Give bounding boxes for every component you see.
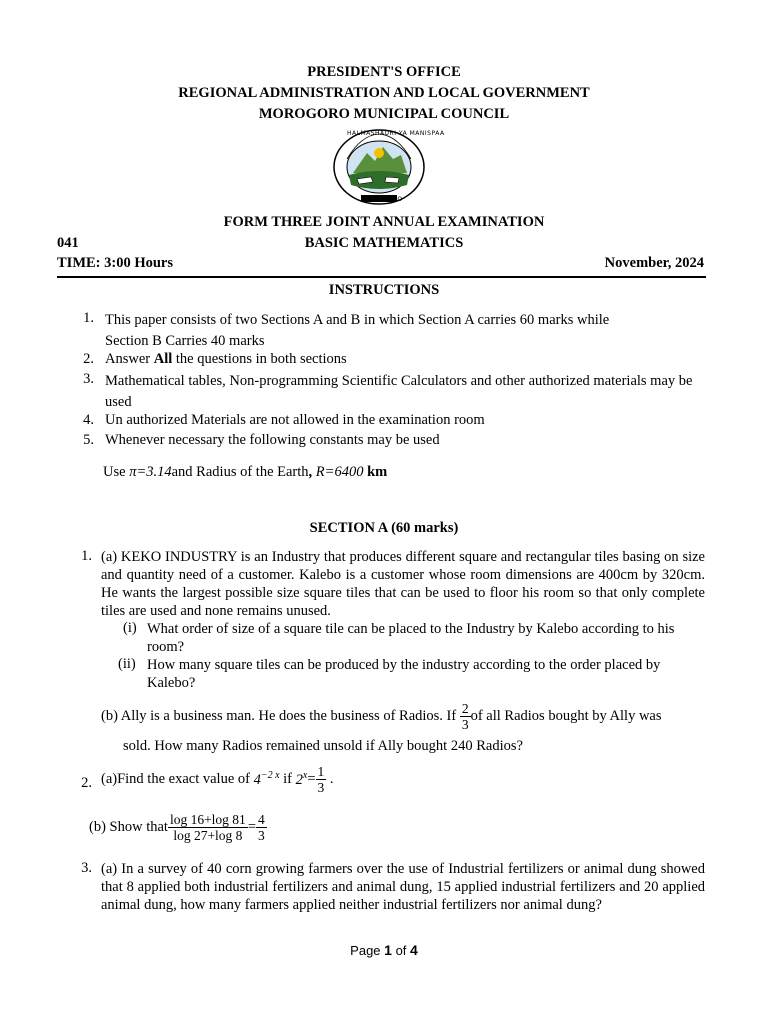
- equals-sign: =: [307, 771, 316, 787]
- instruction-text: [105, 351, 665, 368]
- fraction-denominator: log 27+log 8: [173, 828, 243, 843]
- question-2a-if: if: [279, 771, 296, 787]
- instruction-number: 4.: [83, 412, 94, 428]
- header-line-2: REGIONAL ADMINISTRATION AND LOCAL GOVERNMENT: [178, 85, 590, 101]
- instruction-number: 1.: [83, 310, 94, 326]
- exam-title: FORM THREE JOINT ANNUAL EXAMINATION: [223, 214, 545, 230]
- power-base: 4: [253, 771, 261, 788]
- power-base: 2: [295, 771, 303, 788]
- question-1b-text-pre: (b) Ally is a business man. He does the business of Radios. If: [101, 708, 460, 724]
- question-1b-text-post: of all Radios bought by Ally was: [470, 708, 662, 724]
- total-page-count: 4: [410, 942, 418, 958]
- question-2b-line: [89, 812, 267, 843]
- sub-question-number: (ii): [118, 656, 136, 672]
- subject-title: BASIC MATHEMATICS: [304, 235, 464, 251]
- instructions-heading: INSTRUCTIONS: [328, 282, 440, 298]
- instruction-bold-word: All: [153, 351, 173, 367]
- current-page-number: 1: [384, 942, 392, 958]
- instruction-text: Un authorized Materials are not allowed in the examination room: [105, 412, 485, 428]
- equals-sign: =: [247, 819, 256, 835]
- header-line-3: MOROGORO MUNICIPAL COUNCIL: [258, 106, 510, 122]
- header-divider: [57, 276, 706, 278]
- page-footer: [0, 942, 768, 958]
- power-exponent: x: [302, 770, 308, 782]
- exam-date: November, 2024: [604, 255, 704, 271]
- pi-value: π=3.14: [129, 464, 172, 480]
- header-line-1: PRESIDENT'S OFFICE: [307, 64, 461, 80]
- fraction-denominator: 3: [258, 828, 265, 843]
- fraction-denominator: 3: [317, 780, 325, 795]
- exam-time: TIME: 3:00 Hours: [57, 255, 173, 271]
- fraction-one-third: [316, 764, 327, 795]
- earth-radius-value: R=6400: [315, 464, 364, 480]
- power-exponent: −2 x: [260, 770, 280, 782]
- question-2a-line: [101, 764, 334, 795]
- instruction-text-pre: Answer: [105, 351, 154, 367]
- fraction-numerator: log 16+log 81: [169, 812, 246, 827]
- footer-page-word: Page: [350, 943, 385, 958]
- expression-two-power: [296, 772, 308, 788]
- fraction-denominator: 3: [461, 717, 469, 732]
- question-number: 3.: [81, 860, 92, 876]
- log-fraction: [168, 812, 248, 843]
- expression-four-power: [254, 772, 280, 788]
- fraction-four-thirds: [256, 812, 267, 843]
- question-number: 1.: [81, 548, 92, 564]
- question-3a-text: (a) In a survey of 40 corn growing farmers over the use of Industrial fertilizers or animal dung showed that 8 applied both industrial fertilizers and animal dung, 15 applied industrial fertilizers and 20 applied animal dung, how many farmers applied neither industrial fertilizers nor animal dung?: [101, 861, 705, 913]
- logo-top-text: HALMASHAURI YA MANISPAA: [347, 130, 445, 137]
- question-2a-text: (a)Find the exact value of: [101, 771, 254, 787]
- instruction-number: 2.: [83, 351, 94, 367]
- section-a-heading: SECTION A (60 marks): [309, 520, 459, 536]
- instruction-text: Whenever necessary the following constants may be used: [105, 432, 440, 448]
- constants-line: [103, 464, 387, 481]
- logo-bottom-text: MOROGORO: [365, 196, 403, 203]
- instruction-number: 3.: [83, 371, 94, 387]
- fraction-numerator: 2: [461, 701, 469, 716]
- instruction-number: 5.: [83, 432, 94, 448]
- question-1a-ii-text: [147, 656, 692, 692]
- question-1a-text: (a) KEKO INDUSTRY is an Industry that produces different square and rectangular tiles basing on size and quantity need of a customer. Kalebo is a customer whose room dimensions are 400cm by 320cm. He wants the largest possible size square tiles that can be used to floor his room so that only complete tiles are used and none remains unused.: [101, 549, 705, 619]
- instruction-text: This paper consists of two Sections A and B in which Section A carries 60 marks while Section B Carries 40 marks: [105, 312, 610, 349]
- constants-middle: and Radius of the Earth: [171, 464, 309, 480]
- radius-unit: km: [363, 464, 388, 480]
- question-2b-text: (b) Show that: [89, 819, 168, 835]
- sub-question-text: What order of size of a square tile can be placed to the Industry by Kalebo according to his room?: [147, 621, 675, 655]
- fraction-numerator: 4: [258, 812, 265, 827]
- constants-use: Use: [103, 464, 130, 480]
- instruction-text-post: the questions in both sections: [172, 351, 347, 367]
- fraction-two-thirds: [460, 701, 471, 732]
- constants-comma: ,: [308, 464, 316, 480]
- sub-question-text: How many square tiles can be produced by the industry according to the order placed by Kalebo?: [147, 657, 661, 691]
- sub-question-number: (i): [123, 620, 137, 636]
- question-number: 2.: [81, 775, 92, 791]
- footer-of-word: of: [391, 943, 411, 958]
- question-1b-line-2: sold. How many Radios remained unsold if Ally bought 240 Radios?: [123, 738, 523, 754]
- question-2a-end: .: [326, 771, 334, 787]
- paper-code: 041: [57, 235, 79, 251]
- fraction-numerator: 1: [317, 764, 325, 779]
- question-1b-line-1: [101, 701, 662, 732]
- instruction-text: Mathematical tables, Non-programming Scientific Calculators and other authorized materials may be used: [105, 373, 693, 410]
- question-1a-i-text: [147, 620, 707, 656]
